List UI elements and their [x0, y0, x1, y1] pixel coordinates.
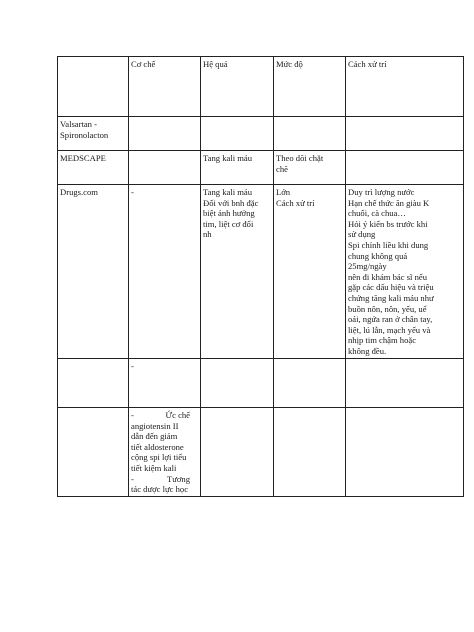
header-cell-mechanism: Cơ chế [129, 57, 201, 117]
mechanism-cell [129, 151, 201, 185]
mechanism-line-2-text: tác dược lực học [131, 484, 189, 495]
severity-cell [274, 359, 346, 408]
management-cell: Duy trì lượng nước Hạn chế thức ăn giàu K chuối, cà chua… Hỏi ý kiến bs trước khi sử dụng Spi chỉnh liều khi dung chung không quá 25mg/ngày nên đi khám bác sĩ nếu gặp các dấu hiệu và triệu chứng tăng kali máu như buồn nôn, nôn, yếu, uể oải, ngứa ran ở chân tay, liệt, lú lẫn, mạch yếu và nhịp tim chậm hoặc không đều. [346, 185, 464, 359]
source-cell: Drugs.com [58, 185, 129, 359]
mechanism-line-2 [131, 474, 198, 485]
mechanism-cell: - [129, 359, 201, 408]
header-cell-consequence: Hệ quả [201, 57, 274, 117]
management-cell [346, 151, 464, 185]
mechanism-line-2-word: Tương [166, 473, 190, 484]
table-row [58, 408, 464, 497]
table-cell [129, 117, 201, 151]
severity-cell: Theo dõi chặt chẽ [274, 151, 346, 185]
consequence-cell: Tang kali máu [201, 151, 274, 185]
table-header-row [58, 57, 464, 117]
header-cell-empty [58, 57, 129, 117]
table-row [58, 151, 464, 185]
mechanism-cell: - [129, 185, 201, 359]
mechanism-line-1 [131, 410, 198, 421]
drug-pair-cell: Valsartan - Spironolacton [58, 117, 129, 151]
table-row [58, 185, 464, 359]
bullet-dash: - [131, 410, 134, 420]
mechanism-line-1-text: angiotensin II dẫn đến giảm tiết aldosterone cộng spi lợi tiểu tiết kiệm kali [131, 420, 187, 473]
header-cell-management: Cách xử trí [346, 57, 464, 117]
management-cell [346, 359, 464, 408]
severity-cell: Lớn Cách xử trí [274, 185, 346, 359]
consequence-cell [201, 359, 274, 408]
table-cell [346, 408, 464, 497]
bullet-dash: - [131, 473, 134, 484]
table-cell [58, 408, 129, 497]
table-cell [346, 117, 464, 151]
mechanism-line-1-word: Ức chế [165, 410, 190, 420]
mechanism-detail-cell [129, 408, 201, 497]
consequence-cell: Tang kali máu Đối với bnh đặc biệt ảnh hưởng tim, liệt cơ đối nh [201, 185, 274, 359]
table-row [58, 359, 464, 408]
table-row [58, 117, 464, 151]
table-cell [274, 117, 346, 151]
header-cell-severity: Mức độ [274, 57, 346, 117]
table-cell [274, 408, 346, 497]
table-cell [201, 117, 274, 151]
interaction-table [57, 56, 464, 497]
table-cell [201, 408, 274, 497]
source-cell [58, 359, 129, 408]
source-cell: MEDSCAPE [58, 151, 129, 185]
